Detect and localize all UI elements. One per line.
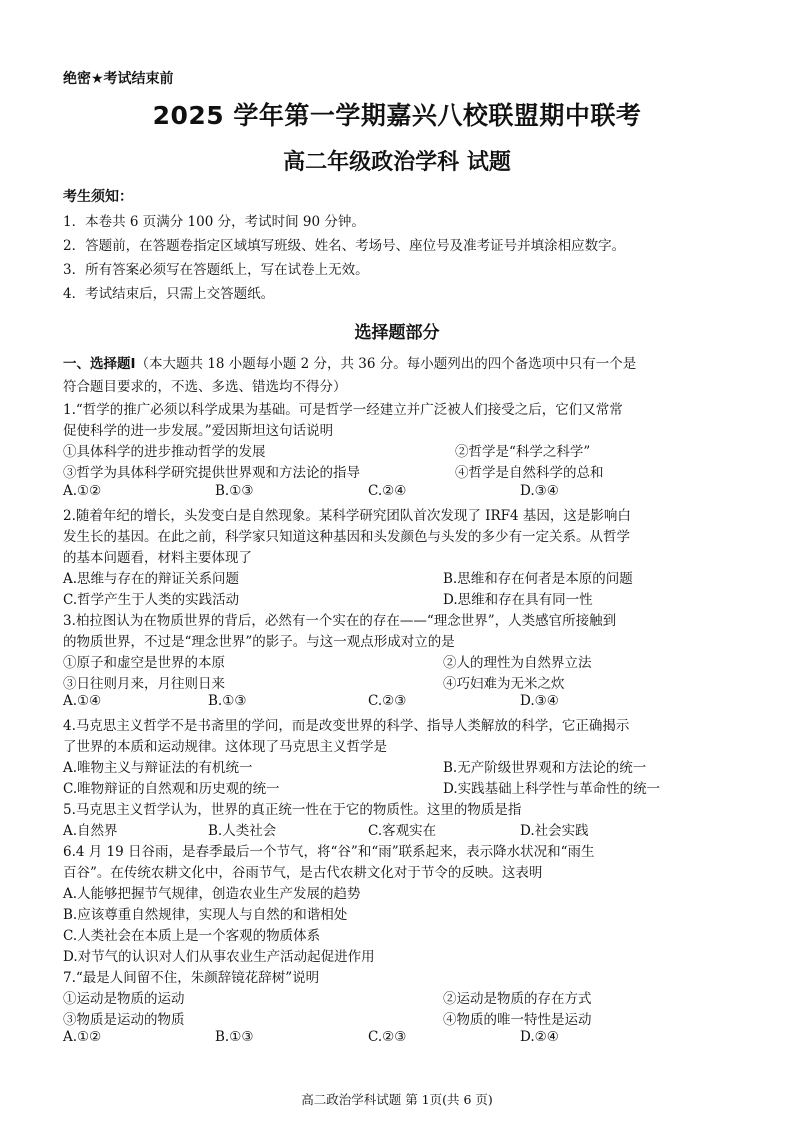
section-desc-cont: 符合题目要求的，不选、多选、错选均不得分） xyxy=(63,379,347,395)
q6-option-b: B.应该尊重自然规律，实现人与自然的和谐相处 xyxy=(63,907,348,923)
question-3-stem-cont: 的物质世界，不过是“理念世界”的影子。与这一观点形成对立的是 xyxy=(63,634,455,650)
q7-option-d: D.②④ xyxy=(520,1029,559,1045)
q3-option-b: B.①③ xyxy=(208,693,247,709)
note-item: 3．所有答案必须写在答题纸上，写在试卷上无效。 xyxy=(63,262,369,278)
section-desc: （本大题共 18 小题每小题 2 分，共 36 分。每小题列出的四个备选项中只有一个是 xyxy=(135,356,637,372)
question-2-stem: 2.随着年纪的增长，头发变白是自然现象。某科学研究团队首次发现了 IRF4 基因，这是影响白 xyxy=(63,508,631,524)
exam-subtitle: 高二年级政治学科 试题 xyxy=(283,150,511,175)
q1-statement-1: ①具体科学的进步推动哲学的发展 xyxy=(63,444,266,460)
part-title: 选择题部分 xyxy=(354,323,440,343)
q1-option-a: A.①② xyxy=(63,483,102,499)
q3-option-d: D.③④ xyxy=(520,693,559,709)
question-5-stem: 5.马克思主义哲学认为，世界的真正统一性在于它的物质性。这里的物质是指 xyxy=(63,802,522,818)
section-instructions xyxy=(63,352,636,372)
q2-option-d: D.思维和存在具有同一性 xyxy=(443,592,593,608)
confidential-label: 绝密★考试结束前 xyxy=(63,71,174,87)
q4-option-c: C.唯物辩证的自然观和历史观的统一 xyxy=(63,781,280,797)
q3-statement-1: ①原子和虚空是世界的本原 xyxy=(63,655,225,671)
q5-option-d: D.社会实践 xyxy=(520,823,589,839)
q2-option-c: C.哲学产生于人类的实践活动 xyxy=(63,592,240,608)
q6-option-d: D.对节气的认识对人们从事农业生产活动起促进作用 xyxy=(63,949,375,965)
q7-statement-1: ①运动是物质的运动 xyxy=(63,991,185,1007)
page-footer: 高二政治学科试题 第 1页(共 6 页) xyxy=(301,1092,493,1107)
q6-option-c: C.人类社会在本质上是一个客观的物质体系 xyxy=(63,928,321,944)
q1-option-d: D.③④ xyxy=(520,483,559,499)
q4-option-b: B.无产阶级世界观和方法论的统一 xyxy=(443,760,647,776)
question-3-stem: 3.柏拉图认为在物质世界的背后，必然有一个实在的存在——“理念世界”，人类感官所接触到 xyxy=(63,613,617,629)
q7-option-c: C.②③ xyxy=(368,1029,407,1045)
q5-option-b: B.人类社会 xyxy=(208,823,277,839)
question-4-stem: 4.马克思主义哲学不是书斋里的学问，而是改变世界的科学、指导人类解放的科学，它正确揭示 xyxy=(63,718,630,734)
q3-statement-4: ④巧妇难为无米之炊 xyxy=(443,676,565,692)
q4-option-d: D.实践基础上科学性与革命性的统一 xyxy=(443,781,661,797)
note-item: 1．本卷共 6 页满分 100 分，考试时间 90 分钟。 xyxy=(63,214,365,230)
q2-option-a: A.思维与存在的辩证关系问题 xyxy=(63,571,240,587)
q5-option-c: C.客观实在 xyxy=(368,823,437,839)
q1-statement-4: ④哲学是自然科学的总和 xyxy=(455,465,604,481)
q5-option-a: A.自然界 xyxy=(63,823,118,839)
q3-statement-2: ②人的理性为自然界立法 xyxy=(443,655,592,671)
section-label: 一、选择题Ⅰ xyxy=(63,356,136,372)
q4-option-a: A.唯物主义与辩证法的有机统一 xyxy=(63,760,253,776)
q7-option-b: B.①③ xyxy=(215,1029,254,1045)
q1-option-c: C.②④ xyxy=(368,483,407,499)
question-6-stem-cont: 百谷”。在传统农耕文化中，谷雨节气，是古代农耕文化对于节令的反映。这表明 xyxy=(63,865,543,881)
question-6-stem: 6.4 月 19 日谷雨，是春季最后一个节气，将“谷”和“雨”联系起来，表示降水状况和“雨生 xyxy=(63,844,595,860)
q1-option-b: B.①③ xyxy=(215,483,254,499)
q1-statement-3: ③哲学为具体科学研究提供世界观和方法论的指导 xyxy=(63,465,360,481)
q6-option-a: A.人能够把握节气规律，创造农业生产发展的趋势 xyxy=(63,886,361,902)
note-item: 4．考试结束后，只需上交答题纸。 xyxy=(63,286,275,302)
question-4-stem-cont: 了世界的本质和运动规律。这体现了马克思主义哲学是 xyxy=(63,739,387,755)
q3-option-c: C.②③ xyxy=(368,693,407,709)
q7-option-a: A.①② xyxy=(63,1029,102,1045)
question-7-stem: 7.“最是人间留不住，朱颜辞镜花辞树”说明 xyxy=(63,970,320,986)
notes-heading: 考生须知： xyxy=(63,189,133,205)
q7-statement-3: ③物质是运动的物质 xyxy=(63,1012,185,1028)
q7-statement-4: ④物质的唯一特性是运动 xyxy=(443,1012,592,1028)
q3-statement-3: ③日往则月来，月往则日来 xyxy=(63,676,225,692)
question-1-stem-cont: 促使科学的进一步发展。”爱因斯坦这句话说明 xyxy=(63,423,334,439)
question-1-stem: 1.“哲学的推广必须以科学成果为基础。可是哲学一经建立并广泛被人们接受之后，它们又常常 xyxy=(63,402,623,418)
exam-title: 2025 学年第一学期嘉兴八校联盟期中联考 xyxy=(152,101,642,130)
q2-option-b: B.思维和存在何者是本原的问题 xyxy=(443,571,633,587)
q3-option-a: A.①④ xyxy=(63,693,102,709)
question-2-stem-cont: 的基本问题看，材料主要体现了 xyxy=(63,550,252,566)
q1-statement-2: ②哲学是“科学之科学” xyxy=(455,444,591,460)
note-item: 2．答题前，在答题卷指定区域填写班级、姓名、考场号、座位号及准考证号并填涂相应数字。 xyxy=(63,238,626,254)
q7-statement-2: ②运动是物质的存在方式 xyxy=(443,991,592,1007)
question-2-stem-cont: 发生长的基因。在此之前，科学家只知道这种基因和头发颜色与头发的多少有一定关系。从哲学 xyxy=(63,529,630,545)
